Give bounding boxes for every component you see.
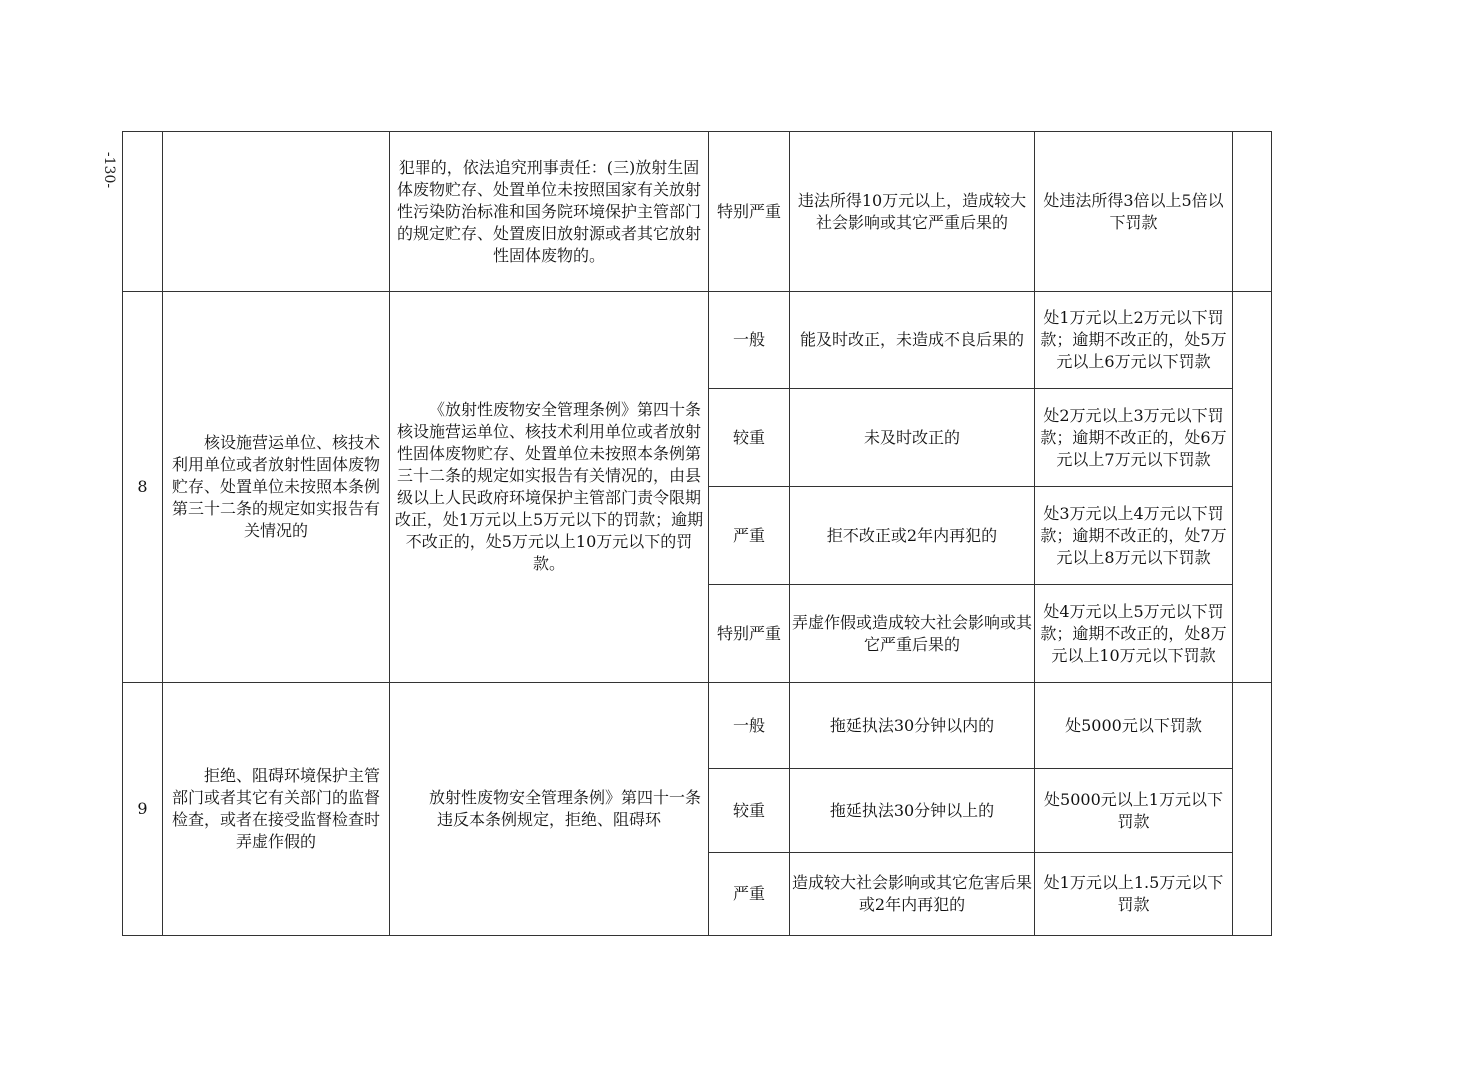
discretion-level: 特别严重 — [709, 132, 790, 292]
penalty-cell: 处1万元以上1.5万元以下罚款 — [1035, 853, 1233, 936]
item-number — [123, 132, 163, 292]
item-number: 8 — [123, 292, 163, 683]
remark-cell — [1233, 683, 1272, 936]
table-row — [123, 683, 1272, 769]
remark-cell — [1233, 132, 1272, 292]
circumstance-cell: 拒不改正或2年内再犯的 — [790, 487, 1035, 585]
violation-cell: 核设施营运单位、核技术利用单位或者放射性固体废物贮存、处置单位未按照本条例第三十二条的规定如实报告有关情况的 — [163, 292, 390, 683]
discretion-level: 严重 — [709, 853, 790, 936]
discretion-level: 特别严重 — [709, 585, 790, 683]
table-row — [123, 292, 1272, 389]
circumstance-cell: 拖延执法30分钟以内的 — [790, 683, 1035, 769]
circumstance-cell: 违法所得10万元以上，造成较大社会影响或其它严重后果的 — [790, 132, 1035, 292]
circumstance-cell: 拖延执法30分钟以上的 — [790, 769, 1035, 853]
legal-basis-cell: 放射性废物安全管理条例》第四十一条违反本条例规定，拒绝、阻碍环 — [390, 683, 709, 936]
discretion-level: 一般 — [709, 683, 790, 769]
penalty-cell: 处1万元以上2万元以下罚款；逾期不改正的，处5万元以上6万元以下罚款 — [1035, 292, 1233, 389]
violation-cell: 拒绝、阻碍环境保护主管部门或者其它有关部门的监督检查，或者在接受监督检查时弄虚作假的 — [163, 683, 390, 936]
legal-basis-cell: 《放射性废物安全管理条例》第四十条核设施营运单位、核技术利用单位或者放射性固体废物贮存、处置单位未按照本条例第三十二条的规定如实报告有关情况的，由县级以上人民政府环境保护主管部门责令限期改正，处1万元以上5万元以下的罚款；逾期不改正的，处5万元以上10万元以下的罚款。 — [390, 292, 709, 683]
penalty-standard-table — [122, 131, 1272, 936]
discretion-level: 严重 — [709, 487, 790, 585]
discretion-level: 较重 — [709, 389, 790, 487]
table-row — [123, 132, 1272, 292]
circumstance-cell: 造成较大社会影响或其它危害后果或2年内再犯的 — [790, 853, 1035, 936]
discretion-level: 一般 — [709, 292, 790, 389]
penalty-cell: 处3万元以上4万元以下罚款；逾期不改正的，处7万元以上8万元以下罚款 — [1035, 487, 1233, 585]
remark-cell — [1233, 292, 1272, 683]
legal-basis-cell: 犯罪的，依法追究刑事责任：(三)放射生固体废物贮存、处置单位未按照国家有关放射性污染防治标准和国务院环境保护主管部门的规定贮存、处置废旧放射源或者其它放射性固体废物的。 — [390, 132, 709, 292]
penalty-cell: 处违法所得3倍以上5倍以下罚款 — [1035, 132, 1233, 292]
penalty-cell: 处4万元以上5万元以下罚款；逾期不改正的，处8万元以上10万元以下罚款 — [1035, 585, 1233, 683]
circumstance-cell: 未及时改正的 — [790, 389, 1035, 487]
penalty-cell: 处5000元以下罚款 — [1035, 683, 1233, 769]
page-number: -130- — [101, 151, 117, 189]
item-number: 9 — [123, 683, 163, 936]
penalty-cell: 处5000元以上1万元以下罚款 — [1035, 769, 1233, 853]
circumstance-cell: 弄虚作假或造成较大社会影响或其它严重后果的 — [790, 585, 1035, 683]
circumstance-cell: 能及时改正，未造成不良后果的 — [790, 292, 1035, 389]
penalty-cell: 处2万元以上3万元以下罚款；逾期不改正的，处6万元以上7万元以下罚款 — [1035, 389, 1233, 487]
violation-cell — [163, 132, 390, 292]
discretion-level: 较重 — [709, 769, 790, 853]
